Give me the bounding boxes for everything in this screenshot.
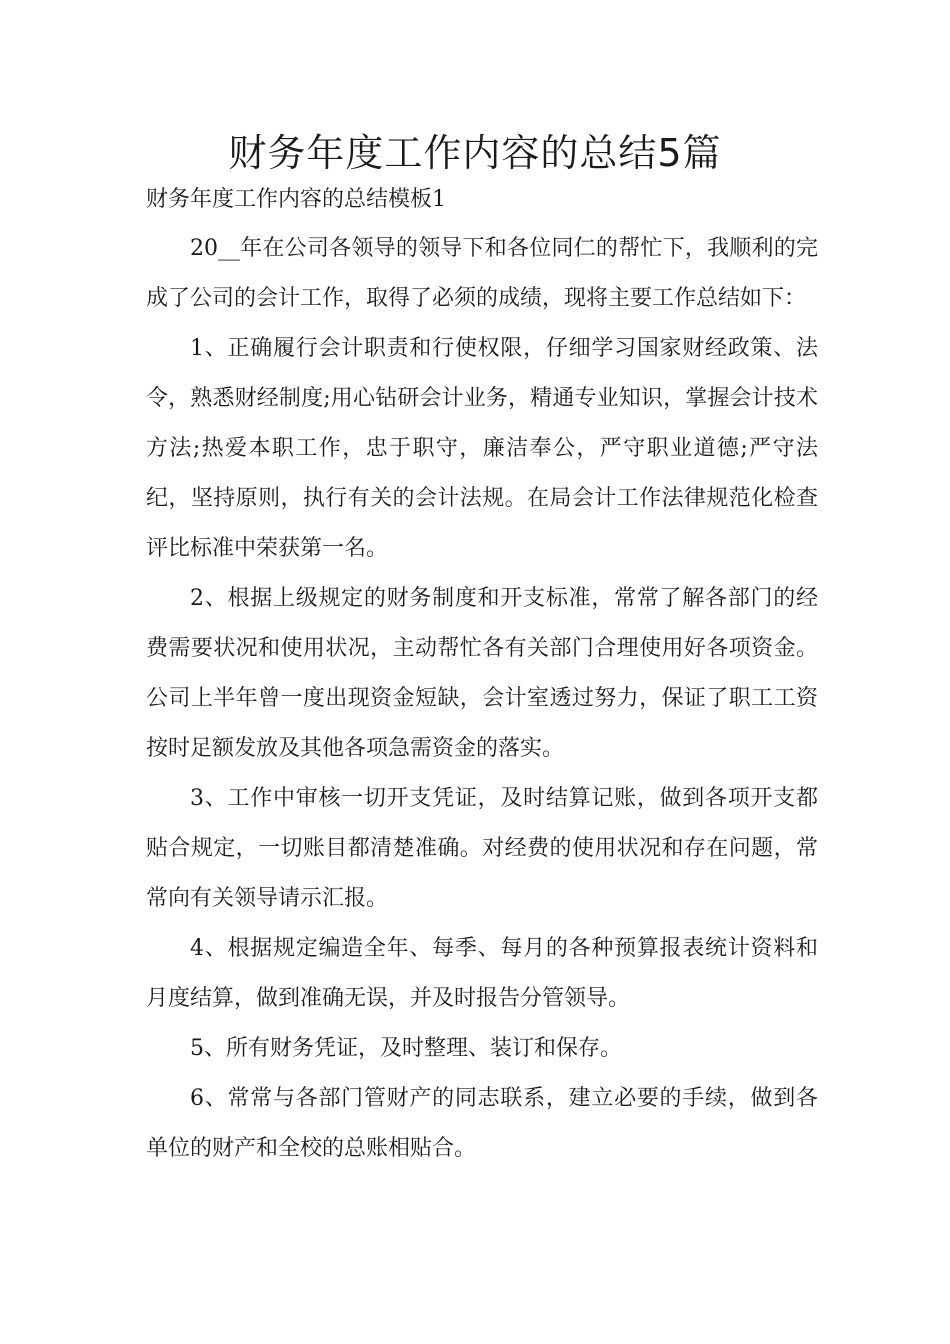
paragraph-item-6: 6、常常与各部门管财产的同志联系，建立必要的手续，做到各单位的财产和全校的总账相贴合。	[146, 1086, 818, 1161]
paragraph-item-2: 2、根据上级规定的财务制度和开支标准，常常了解各部门的经费需要状况和使用状况，主动帮忙各有关部门合理使用好各项资金。公司上半年曾一度出现资金短缺，会计室透过努力，保证了职工工资按时足额发放及其他各项急需资金的落实。	[146, 586, 818, 761]
paragraph-item-1: 1、正确履行会计职责和行使权限，仔细学习国家财经政策、法令，熟悉财经制度;用心钻研会计业务，精通专业知识，掌握会计技术方法;热爱本职工作，忠于职守，廉洁奉公，严守职业道德;严守法纪，坚持原则，执行有关的会计法规。在局会计工作法律规范化检查评比标准中荣获第一名。	[146, 336, 818, 561]
paragraph-item-4: 4、根据规定编造全年、每季、每月的各种预算报表统计资料和月度结算，做到准确无误，并及时报告分管领导。	[146, 936, 818, 1011]
article-body	[146, 224, 818, 1174]
section-heading: 财务年度工作内容的总结模板1	[146, 187, 446, 212]
paragraph-intro: 20__年在公司各领导的领导下和各位同仁的帮忙下，我顺利的完成了公司的会计工作，取得了必须的成绩，现将主要工作总结如下：	[146, 236, 818, 311]
paragraph-item-5: 5、所有财务凭证，及时整理、装订和保存。	[190, 1036, 622, 1061]
paragraph-item-3: 3、工作中审核一切开支凭证，及时结算记账，做到各项开支都贴合规定，一切账目都清楚准确。对经费的使用状况和存在问题，常常向有关领导请示汇报。	[146, 786, 818, 911]
document-title: 财务年度工作内容的总结5篇	[228, 131, 722, 175]
